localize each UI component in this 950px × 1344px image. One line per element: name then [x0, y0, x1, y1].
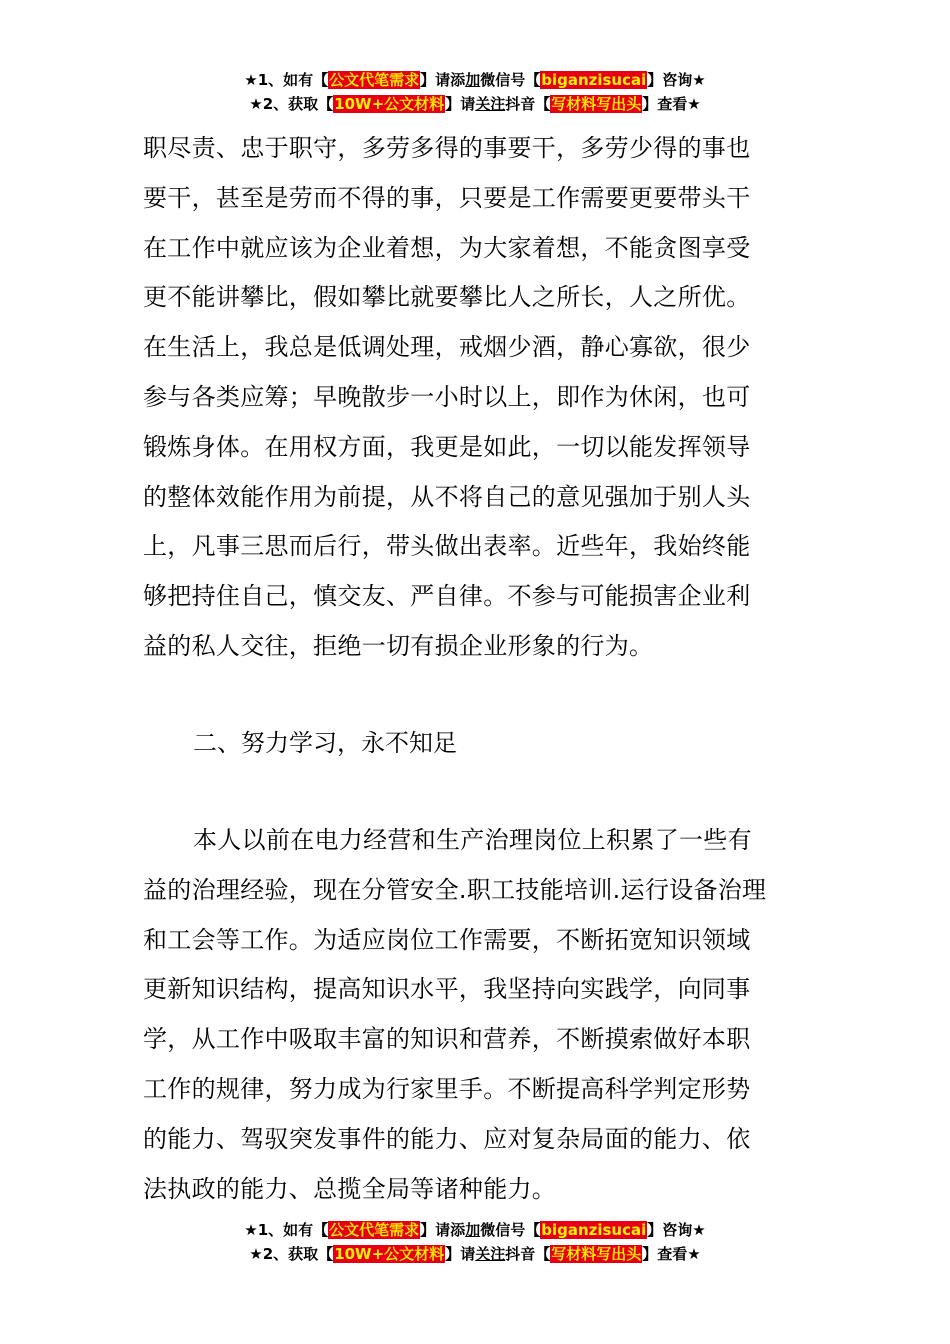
- banner-text: 】请添: [420, 71, 466, 89]
- banner-text: 】咨询★: [647, 1221, 706, 1239]
- banner-highlight: 写材料写出头: [551, 1245, 642, 1263]
- banner-text: ★2、获取【: [249, 95, 334, 113]
- text-line: 更新知识结构，提高知识水平，我坚持向实践学，向同事: [143, 975, 751, 1004]
- banner-text: ★1、如有【: [244, 71, 329, 89]
- banner-text: 】请: [445, 95, 476, 113]
- text-line: 更不能讲攀比，假如攀比就要攀比人之所长，人之所优。: [143, 283, 751, 312]
- banner-highlight: 公文代笔需求: [329, 71, 420, 89]
- text-line: 上，凡事三思而后行，带头做出表率。近些年，我始终能: [143, 532, 751, 561]
- banner-text: ★1、如有【: [244, 1221, 329, 1239]
- banner-text: 抖音【: [505, 95, 551, 113]
- banner-highlight: 10W+公文材料: [334, 95, 445, 113]
- text-line: 锻炼身体。在用权方面，我更是如此，一切以能发挥领导: [143, 432, 751, 461]
- banner-text: 抖音【: [505, 1245, 551, 1263]
- text-line: 的整体效能作用为前提，从不将自己的意见强加于别人头: [143, 482, 751, 511]
- paragraph-1: [143, 124, 807, 672]
- banner-line-1: [0, 68, 950, 92]
- banner-text: 】咨询★: [647, 71, 706, 89]
- text-line: 法执政的能力、总揽全局等诸种能力。: [143, 1174, 557, 1203]
- banner-line-2: [0, 1242, 950, 1266]
- banner-text: 关注: [475, 1245, 506, 1263]
- banner-text: 加: [465, 1221, 481, 1239]
- text-line: 在生活上，我总是低调处理，戒烟少酒，静心寡欲，很少: [143, 333, 751, 362]
- banner-text: 加: [465, 71, 481, 89]
- banner-text: 】查看★: [642, 1245, 701, 1263]
- banner-highlight: biganzisucai: [541, 1221, 647, 1239]
- paragraph-2: [143, 816, 807, 1214]
- text-line: 职尽责、忠于职守，多劳多得的事要干，多劳少得的事也: [143, 134, 751, 162]
- banner-text: 】请添: [420, 1221, 466, 1239]
- banner-text: 微信号【: [480, 71, 541, 89]
- banner-highlight: 10W+公文材料: [334, 1245, 445, 1263]
- banner-text: 】请: [445, 1245, 476, 1263]
- banner-text: ★2、获取【: [249, 1245, 334, 1263]
- text-line: 益的私人交往，拒绝一切有损企业形象的行为。: [143, 631, 654, 660]
- header-banner: [0, 68, 950, 116]
- text-line: 要干，甚至是劳而不得的事，只要是工作需要更要带头干: [143, 183, 751, 212]
- banner-highlight: biganzisucai: [541, 71, 647, 89]
- text-line: 参与各类应筹；早晚散步一小时以上，即作为休闲，也可: [143, 382, 751, 411]
- text-line: 的能力、驾驭突发事件的能力、应对复杂局面的能力、依: [143, 1124, 751, 1153]
- text-line: 学，从工作中吸取丰富的知识和营养，不断摸索做好本职: [143, 1025, 751, 1054]
- text-line: 益的治理经验，现在分管安全.职工技能培训.运行设备治理: [143, 875, 767, 904]
- banner-text: 】查看★: [642, 95, 701, 113]
- text-line: 在工作中就应该为企业着想，为大家着想，不能贪图享受: [143, 233, 751, 262]
- text-line: 本人以前在电力经营和生产治理岗位上积累了一些有: [193, 826, 752, 854]
- text-line: 工作的规律，努力成为行家里手。不断提高科学判定形势: [143, 1074, 751, 1103]
- banner-text: 关注: [475, 95, 506, 113]
- banner-line-2: [0, 92, 950, 116]
- banner-highlight: 写材料写出头: [551, 95, 642, 113]
- text-line: 够把持住自己，慎交友、严自律。不参与可能损害企业利: [143, 582, 751, 611]
- banner-highlight: 公文代笔需求: [329, 1221, 420, 1239]
- text-line: 和工会等工作。为适应岗位工作需要，不断拓宽知识领域: [143, 925, 751, 954]
- banner-line-1: [0, 1218, 950, 1242]
- section-heading: 二、努力学习，永不知足: [193, 729, 457, 757]
- footer-banner: [0, 1218, 950, 1266]
- banner-text: 微信号【: [480, 1221, 541, 1239]
